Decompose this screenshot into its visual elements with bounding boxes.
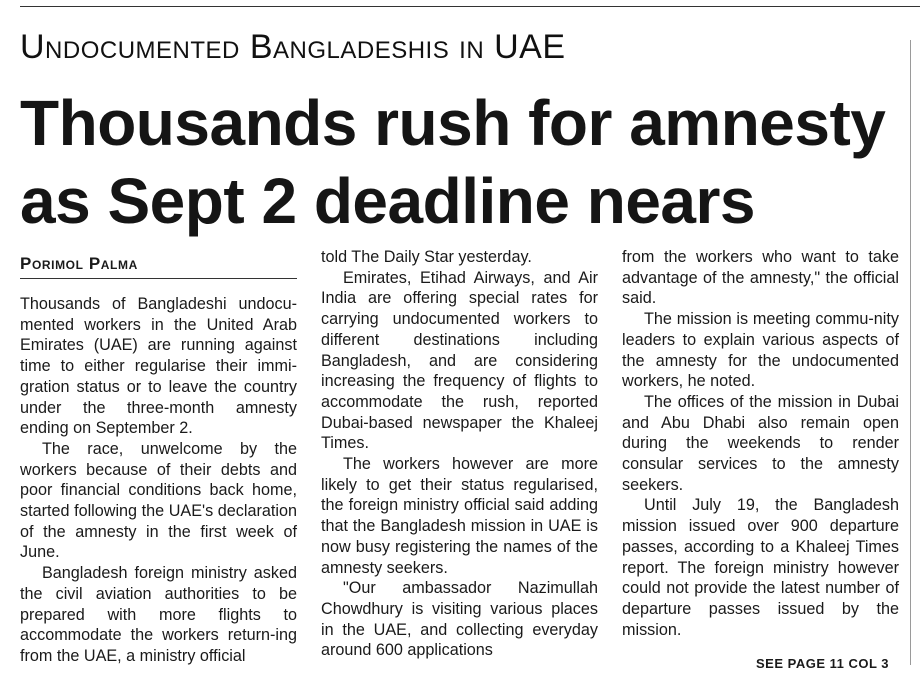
paragraph: The mission is meeting commu-nity leaders to explain various aspects of the amnesty for the undocumented workers, he noted. [622, 310, 899, 391]
paragraph: from the workers who want to take advantage of the amnesty," the official said. [622, 248, 899, 308]
headline-line-1: Thousands rush for amnesty [20, 87, 886, 159]
paragraph: Thousands of Bangladeshi undocu-mented workers in the United Arab Emirates (UAE) are running against time to either regularise their immi-gration status or to leave the country under the three-month amnesty ending on September 2. [20, 295, 297, 438]
article-column-2 [321, 247, 598, 661]
headline-line-2: as Sept 2 deadline nears [20, 165, 755, 237]
right-border [910, 40, 911, 665]
paragraph: told The Daily Star yesterday. [321, 248, 532, 266]
paragraph: "Our ambassador Nazimullah Chowdhury is visiting various places in the UAE, and collecting everyday around 600 applications [321, 579, 598, 660]
paragraph: Until July 19, the Bangladesh mission issued over 900 departure passes, according to a Khaleej Times report. The foreign ministry however could not provide the latest number of departure passes issued by the mission. [622, 496, 899, 639]
paragraph: Bangladesh foreign ministry asked the civil aviation authorities to be prepared with more flights to accommodate the workers return-ing from the UAE, a ministry official [20, 564, 297, 665]
article-column-1 [20, 253, 297, 667]
continuation-link[interactable]: SEE PAGE 11 COL 3 [755, 656, 889, 672]
paragraph: The workers however are more likely to get their status regularised, the foreign ministry official said adding that the Bangladesh mission in UAE is now busy registering the names of the amnesty seekers. [321, 455, 598, 577]
paragraph: The offices of the mission in Dubai and Abu Dhabi also remain open during the weekends to render consular services to the amnesty seekers. [622, 392, 899, 494]
paragraph: The race, unwelcome by the workers because of their debts and poor financial conditions back home, started following the UAE's declaration of the amnesty in the first week of June. [20, 439, 297, 562]
paragraph: Emirates, Etihad Airways, and Air India are offering special rates for carrying undocumented workers to different destinations including Bangladesh, and are considering increasing the frequency of flights to accommodate the rush, reported Dubai-based newspaper the Khaleej Times. [321, 268, 598, 453]
article-column-3 [622, 247, 899, 675]
kicker-heading: Undocumented Bangladeshis in UAE [20, 28, 566, 66]
headline [20, 84, 900, 240]
top-rule [20, 6, 920, 7]
byline: Porimol Palma [20, 253, 297, 279]
